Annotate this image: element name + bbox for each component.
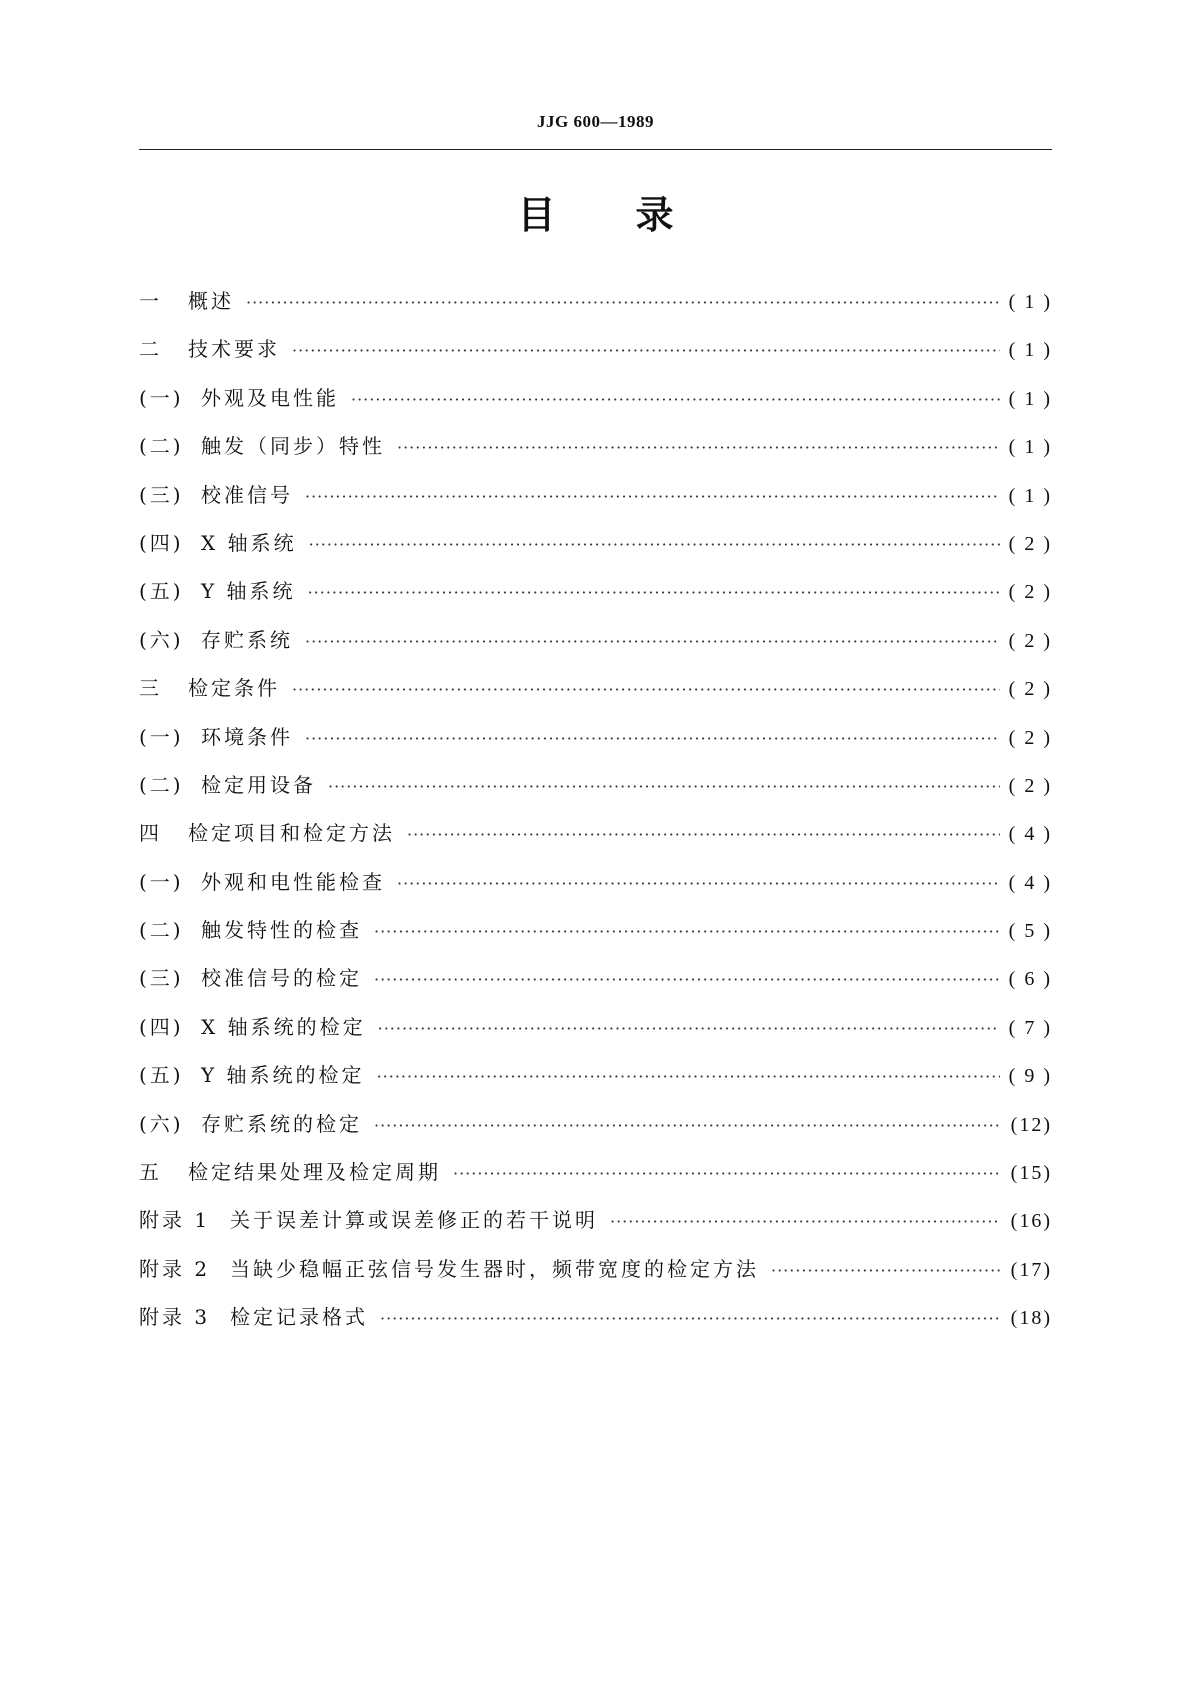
dot-leader <box>374 965 1000 995</box>
toc-entry-title: 检定记录格式 <box>230 1305 368 1330</box>
dot-leader <box>771 1256 1000 1286</box>
toc-entry-page: (17) <box>1010 1258 1052 1281</box>
toc-entry[interactable] <box>139 673 1052 721</box>
toc-entry-title: 关于误差计算或误差修正的若干说明 <box>230 1208 598 1233</box>
toc-entry-number: (四) <box>139 530 184 555</box>
toc-entry-number: 附录 2 <box>139 1256 211 1281</box>
dot-leader <box>308 578 1000 608</box>
dot-leader <box>374 1111 1000 1141</box>
dot-leader <box>305 724 1000 754</box>
toc-entry-number: (四) <box>139 1014 184 1039</box>
toc-entry-page: ( 2 ) <box>1008 774 1052 797</box>
toc-entry-title: X 轴系统 <box>201 530 297 555</box>
dot-leader <box>453 1159 1000 1189</box>
toc-entry-title: 检定结果处理及检定周期 <box>188 1160 441 1185</box>
toc-entry[interactable] <box>139 383 1052 431</box>
toc-entry-number: 附录 1 <box>139 1208 211 1233</box>
toc-entry-page: ( 1 ) <box>1008 339 1052 362</box>
toc-entry-number: (二) <box>139 772 184 797</box>
dot-leader <box>292 675 1000 705</box>
toc-entry-title: 外观及电性能 <box>201 385 339 410</box>
toc-entry[interactable] <box>139 528 1052 576</box>
toc-entry-page: ( 1 ) <box>1008 484 1052 507</box>
toc-entry-page: ( 2 ) <box>1008 726 1052 749</box>
toc-entry-page: ( 5 ) <box>1008 920 1052 943</box>
toc-entry[interactable] <box>139 1060 1052 1108</box>
toc-entry[interactable] <box>139 576 1052 624</box>
toc-entry-title: 检定项目和检定方法 <box>188 821 395 846</box>
toc-entry-title: X 轴系统的检定 <box>201 1014 366 1039</box>
dot-leader <box>374 917 1000 947</box>
toc-entry-number: (三) <box>139 482 184 507</box>
toc-entry-number: (一) <box>139 724 184 749</box>
toc-entry[interactable] <box>139 867 1052 915</box>
toc-entry-page: ( 1 ) <box>1008 436 1052 459</box>
page-header-code: JJG 600—1989 <box>537 112 654 131</box>
toc-entry-title: 环境条件 <box>201 724 293 749</box>
toc-entry-number: (一) <box>139 385 184 410</box>
dot-leader <box>292 336 1000 366</box>
toc-entry-number: (二) <box>139 918 184 943</box>
toc-entry-number: 四 <box>139 821 162 846</box>
toc-entry-page: ( 4 ) <box>1008 871 1052 894</box>
toc-entry-number: 三 <box>139 676 162 701</box>
dot-leader <box>378 1014 1000 1044</box>
toc-entry[interactable] <box>139 334 1052 382</box>
toc-entry-title: 校准信号的检定 <box>201 966 362 991</box>
dot-leader <box>397 869 1000 899</box>
toc-entry[interactable] <box>139 1109 1052 1157</box>
toc-entry-page: (15) <box>1010 1162 1052 1185</box>
toc-entry-title: 校准信号 <box>201 482 293 507</box>
dot-leader <box>610 1207 1000 1237</box>
dot-leader <box>380 1304 1000 1334</box>
toc-entry-number: 一 <box>139 289 162 313</box>
toc-entry-appendix[interactable] <box>139 1205 1052 1253</box>
dot-leader <box>397 433 1000 463</box>
toc-entry-title: Y 轴系统的检定 <box>201 1063 365 1088</box>
dot-leader <box>246 288 1000 318</box>
dot-leader <box>377 1062 1000 1092</box>
header-rule <box>139 149 1052 150</box>
dot-leader <box>305 482 1000 512</box>
toc-entry[interactable] <box>139 480 1052 528</box>
toc-title: 目录 <box>517 193 754 237</box>
toc-entry-number: (六) <box>139 627 184 652</box>
toc-entry[interactable] <box>139 1157 1052 1205</box>
toc-entry[interactable] <box>139 770 1052 818</box>
toc-entry-page: ( 7 ) <box>1008 1016 1052 1039</box>
toc-entry-number: (二) <box>139 434 184 459</box>
toc-entry-number: (五) <box>139 579 184 604</box>
toc-entry-page: ( 6 ) <box>1008 968 1052 991</box>
toc-entry[interactable] <box>139 431 1052 479</box>
toc-entry-number: 附录 3 <box>139 1305 211 1330</box>
toc-entry-number: 五 <box>139 1160 162 1185</box>
dot-leader <box>407 820 1000 850</box>
toc-entry-page: (18) <box>1010 1307 1052 1330</box>
toc-entry[interactable] <box>139 722 1052 770</box>
toc-entry-title: 存贮系统的检定 <box>201 1111 362 1136</box>
toc-entry[interactable] <box>139 915 1052 963</box>
toc-entry[interactable] <box>139 818 1052 866</box>
dot-leader <box>328 772 1000 802</box>
toc-entry[interactable] <box>139 286 1052 334</box>
toc-entry-page: (12) <box>1010 1113 1052 1136</box>
toc-entry-number: (五) <box>139 1063 184 1088</box>
toc-entry-title: 概述 <box>188 289 234 313</box>
toc-entry[interactable] <box>139 963 1052 1011</box>
toc-entry-number: (三) <box>139 966 184 991</box>
dot-leader <box>309 530 1000 560</box>
toc-entry-page: ( 1 ) <box>1008 291 1052 313</box>
toc-entry-title: 当缺少稳幅正弦信号发生器时，频带宽度的检定方法 <box>230 1256 759 1281</box>
toc-entry-title: 触发特性的检查 <box>201 918 362 943</box>
table-of-contents <box>139 286 1052 1351</box>
dot-leader <box>305 627 1000 657</box>
toc-entry-page: (16) <box>1010 1210 1052 1233</box>
toc-entry-title: 检定用设备 <box>201 772 316 797</box>
dot-leader <box>351 385 1000 415</box>
toc-entry-number: 二 <box>139 337 162 362</box>
toc-entry-title: 检定条件 <box>188 676 280 701</box>
toc-entry-appendix[interactable] <box>139 1302 1052 1350</box>
toc-entry-page: ( 2 ) <box>1008 532 1052 555</box>
toc-entry[interactable] <box>139 1012 1052 1060</box>
toc-entry-number: (一) <box>139 869 184 894</box>
toc-entry-page: ( 4 ) <box>1008 823 1052 846</box>
toc-entry-page: ( 2 ) <box>1008 678 1052 701</box>
toc-entry-number: (六) <box>139 1111 184 1136</box>
toc-entry-page: ( 9 ) <box>1008 1065 1052 1088</box>
toc-entry-title: 存贮系统 <box>201 627 293 652</box>
toc-entry-title: Y 轴系统 <box>201 579 296 604</box>
toc-entry-title: 触发（同步）特性 <box>201 434 385 459</box>
toc-entry[interactable] <box>139 625 1052 673</box>
toc-entry-appendix[interactable] <box>139 1254 1052 1302</box>
toc-entry-page: ( 2 ) <box>1008 629 1052 652</box>
toc-entry-page: ( 1 ) <box>1008 387 1052 410</box>
toc-entry-title: 外观和电性能检查 <box>201 869 385 894</box>
toc-entry-title: 技术要求 <box>188 337 280 362</box>
toc-entry-page: ( 2 ) <box>1008 581 1052 604</box>
